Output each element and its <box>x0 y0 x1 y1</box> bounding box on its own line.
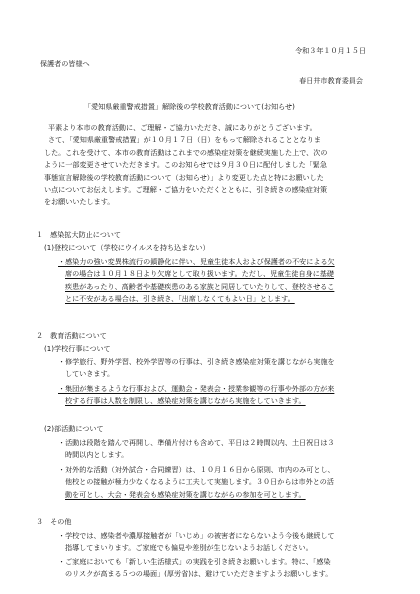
bullet-line: していきます。 <box>65 369 115 379</box>
bullet-line: とに不安がある場合は、引き続き、「出席しなくてもよい日」とします。 <box>65 294 295 304</box>
intro-line: をお願いいたします。 <box>44 197 115 207</box>
section-3-heading: ３ その他 <box>36 517 72 526</box>
sender-line: 春日井市教育委員会 <box>299 76 363 85</box>
document-title: 「愛知県厳重警戒措置」解除後の学校教育活動について(お知らせ) <box>84 102 295 111</box>
intro-line: 平素より本市の教育活動に、ご理解・ご協力いただき、誠にありがとうございます。 <box>48 123 317 132</box>
bullet-line: ・集団が集まるような行事および、運動会・発表会・授業参観等の行事や外部の方が来 <box>58 384 335 393</box>
intro-line: 事態宣言解除後の学校教育活動について（お知らせ）」より変更した点と特にお願いした <box>44 172 324 182</box>
bullet-line: 指導してまいります。ご家庭でも偏見や差別が生じないようお話しください。 <box>65 543 313 553</box>
section-2-sub-1: (1)学校行事について <box>44 344 111 353</box>
intro-line: さて、「愛知県厳重警戒措置」が１０月１７日（日）をもって解除されることとなりま <box>48 135 321 145</box>
section-1-bullet <box>58 256 335 306</box>
school-events-bullet-2 <box>58 383 334 408</box>
intro-paragraph <box>44 122 327 209</box>
intro-line: ように一部変更させていただきます。このお知らせでは９月３０日に配付しました「緊急 <box>44 160 327 170</box>
recipient-line: 保護者の皆様へ <box>40 59 90 68</box>
issue-date: 令和３年１０月１５日 <box>295 46 366 55</box>
bullet-line: ・感染力の強い変異株流行の鎮静化に伴い、児童生徒本人および保護者の不安による欠 <box>58 257 335 266</box>
bullet-line: ・学校では、感染者や濃厚接触者が「いじめ」の被害者にならないよう今後も継続して <box>58 531 335 540</box>
section-1-sub-1: (1)登校について（学校にウイルスを持ち込まない） <box>44 243 210 252</box>
bullet-line: のリスクが高まる５つの場面」(厚労省)は、避けていただきますようお願いします。 <box>65 569 333 579</box>
intro-line: い点についてお伝えします。ご理解・ご協力をいただくとともに、引き続きの感染症対策 <box>44 185 328 195</box>
bullet-line: 動を可とし、大会・発表会も感染症対策を講じながらの参加を可とします。 <box>65 489 306 499</box>
section-2-sub-2: (2)部活動について <box>44 424 104 433</box>
bullet-line: 席の場合は１０月１８日より欠席として取り扱います。ただし、児童生徒自身に基礎 <box>65 269 334 279</box>
bullet-line-text: 他校との接触が極力少なくなるように工夫して実施します。３０日からは市外との活 <box>65 477 334 487</box>
bullet-line: ・修学旅行、野外学習、校外学習等の行事は、引き続き感染症対策を講じながら実施を <box>58 357 335 366</box>
bullet-line: ・対外的な活動（対外試合・合同練習）は、１０月１６日から原則、市内のみ可とし、 <box>58 465 335 474</box>
other-bullet-1 <box>58 530 335 555</box>
club-activities-bullet-2 <box>58 464 335 501</box>
section-2-heading: ２ 教育活動について <box>36 331 107 340</box>
school-events-bullet-1 <box>58 356 335 381</box>
intro-line: した。これを受けて、本市の教育活動はこれまでの感染症対策を継続実施した上で、次の <box>44 147 328 157</box>
club-activities-bullet-1 <box>58 437 335 462</box>
bullet-line: 時間以内とします。 <box>65 450 129 460</box>
other-bullet-2 <box>58 556 332 581</box>
bullet-line: ・ご家庭においても「新しい生活様式」の実践を引き続きお願いします。特に、「感染 <box>58 557 331 566</box>
bullet-line: ・活動は段階を踏んで再開し、準備片付けも含めて、平日は２時間以内、土日祝日は３ <box>58 438 335 447</box>
section-1-heading: １ 感染拡大防止について <box>36 230 121 239</box>
bullet-line <box>58 476 335 488</box>
bullet-line: 疾患があったり、高齢者や基礎疾患のある家族と同居していたりして、登校させるこ <box>65 281 335 291</box>
bullet-line: 校する行事は人数を制限し、感染症対策を講じながら実施をしていきます。 <box>65 396 306 406</box>
